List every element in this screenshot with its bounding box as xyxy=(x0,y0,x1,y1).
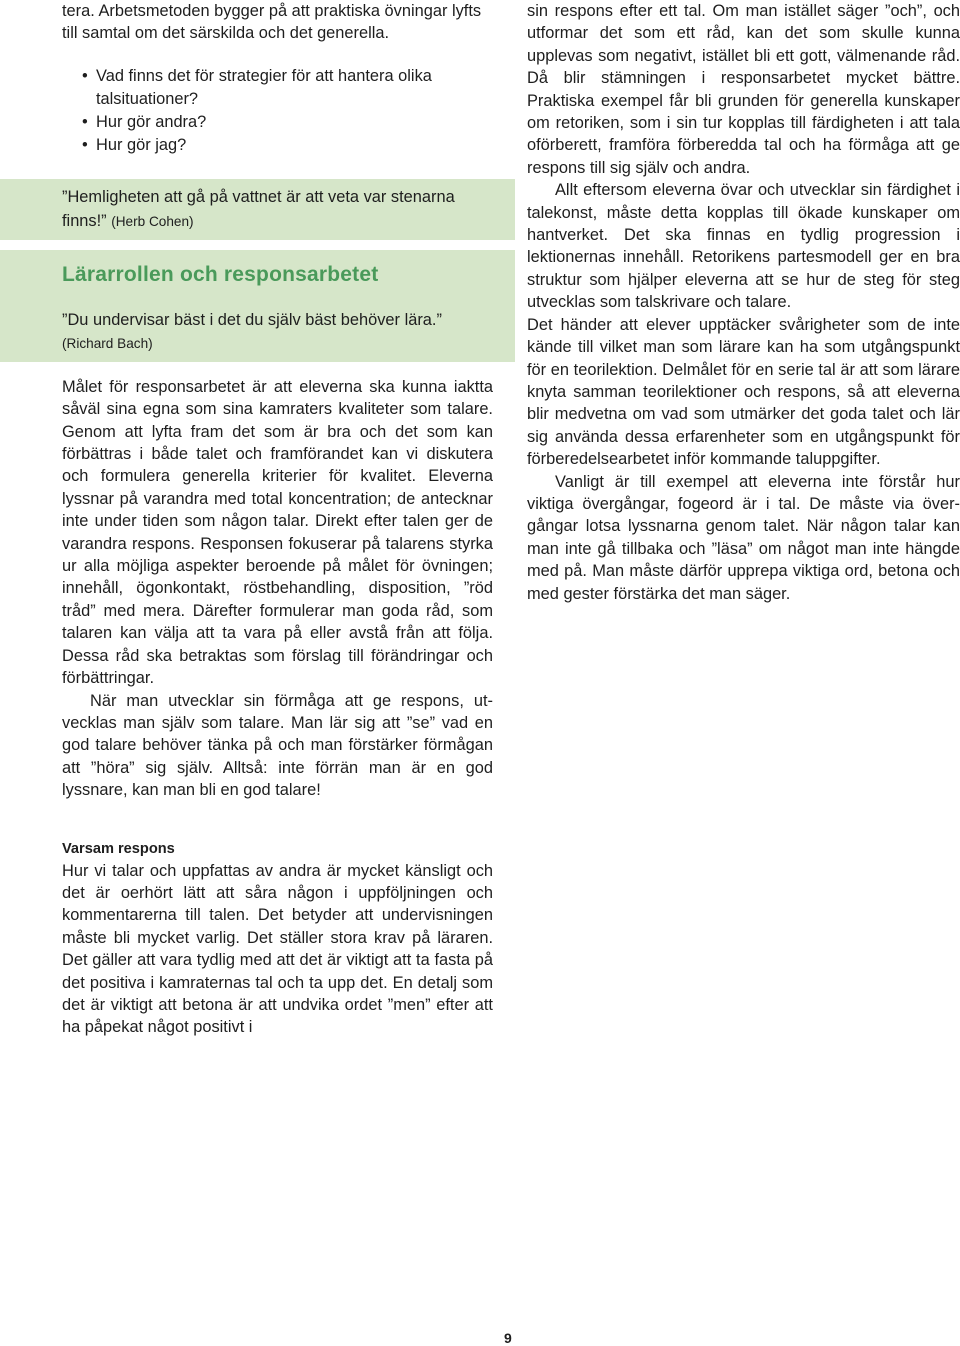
body-paragraph: sin respons efter ett tal. Om man istället säger ”och”, och utformar det som ett råd, kan det som skulle kunna upplevas som negativt, istället bli ett gott, välmenande råd. Då blir stämningen i responsarbetet mycket bättre. Praktiska exempel får bli grunden för generella kunskaper om retoriken, som i sin tur kopplas till färdigheten i att tala oförberett, framföra förberedda tal och ha förmåga att ge respons till sig själv och andra. xyxy=(527,2,960,177)
body-text xyxy=(0,362,515,802)
quote-author: (Herb Cohen) xyxy=(111,213,194,229)
sub-heading: Varsam respons xyxy=(62,840,175,857)
quote-text: ”Du undervisar bäst i det du själv bäst behöver lära.” xyxy=(62,310,442,329)
body-paragraph: Det händer att elever upptäcker svårigheter som de inte kände till vilket man som lärare kan ha som utgångspunkt för en teorilektion. Delmålet för en serie tal är att som lärare knyta samman teorilektioner och respons, så att eleverna blir medvetna om vad som utmärker det goda talet och lär sig använda dessa erfarenheter som en utgångspunkt för förberedelsearbetet inför kommande taluppgifter. xyxy=(527,315,960,469)
body-paragraph: Hur vi talar och uppfattas av andra är mycket känsligt och det är oerhört lätt att såra någon i uppföljningen och kommentarerna till talen. Det betyder att undervisningen måste bli mycket varlig. Det ställer stora krav på läraren. Det gäller att vara tydlig med att det är viktigt att ta fasta på det positiva i kamraternas tal och ta upp det. En detalj som det är viktigt att betona är att undvika ordet ”men” efter att ha påpekat något positivt i xyxy=(62,861,493,1037)
intro-paragraph: tera. Arbetsmetoden bygger på att praktiska övningar lyfts till samtal om det särskilda och det generella. xyxy=(62,2,482,43)
quote-box-cohen xyxy=(0,179,515,240)
left-column xyxy=(0,0,515,1039)
right-column xyxy=(527,0,960,605)
question-list xyxy=(0,65,515,157)
body-paragraph: Vanligt är till exempel att eleverna inte förstår hur viktiga övergångar, fogeord är i tal. De måste via övergångar lotsa lyssnarna genom talet. När någon talar kan man inte gå tillbaka och ”läsa” om något man inte hängde med på. Man måste därför upprepa viktiga ord, betona och med gester förstärka det man säger. xyxy=(527,472,960,603)
quote-box-bach xyxy=(0,300,515,362)
body-text xyxy=(0,860,515,1039)
divider xyxy=(0,240,515,250)
quote-author: (Richard Bach) xyxy=(62,335,153,351)
body-paragraph: När man utvecklar sin förmåga att ge respons, utvecklas man själv som talare. Man lär sig att ”se” vad en god talare behöver tänka på och man förstärker förmågan att ”höra” sig själv. Alltså: inte förrän man är en god lyssnare, kan man bli en god talare! xyxy=(62,691,493,800)
page-number: 9 xyxy=(504,1330,512,1346)
list-item: • Hur gör andra? xyxy=(82,111,515,134)
intro-block xyxy=(0,0,515,45)
list-item: • Hur gör jag? xyxy=(82,134,515,157)
list-item: • Vad finns det för strategier för att hantera olika talsituationer? xyxy=(82,65,515,111)
body-paragraph: Allt eftersom eleverna övar och utvecklar sin färdighet i talekonst, måste detta kopplas till ökade kunskaper om hantverket. Det ska finnas en tydlig progression i lektionernas innehåll. Retorikens partesmodell ger en bra struktur som hjälper eleverna att se hur de steg för steg utvecklas som talskrivare och talare. xyxy=(527,181,960,312)
body-paragraph: Målet för responsarbetet är att eleverna ska kunna iaktta såväl sina egna som sina kamraters kvaliteter som talare. Genom att lyfta fram det som är bra och det som kan förbättras i både talet och framförandet kan vi diskutera och formulera generella kriterier för kvalitet. Eleverna lyssnar på varandra med total koncentration; de antecknar inte under tiden som någon talar. Direkt efter talen ger de varandra respons. Responsen fokuserar på talarens styrka ur alla möjliga aspekter beroende på målet för övningen; innehåll, ögonkontakt, röstbehandling, disposition, ”röd tråd” med mera. Därefter formulerar man goda råd, som talaren kan välja att ta vara på eller avstå från att följa. Dessa råd ska betraktas som förslag till förändringar och förbättringar. xyxy=(62,377,493,688)
quote-text: ”Hemligheten att gå på vattnet är att veta var stenarna finns!” xyxy=(62,187,455,230)
section-heading: Lärarrollen och responsarbetet xyxy=(0,250,515,300)
